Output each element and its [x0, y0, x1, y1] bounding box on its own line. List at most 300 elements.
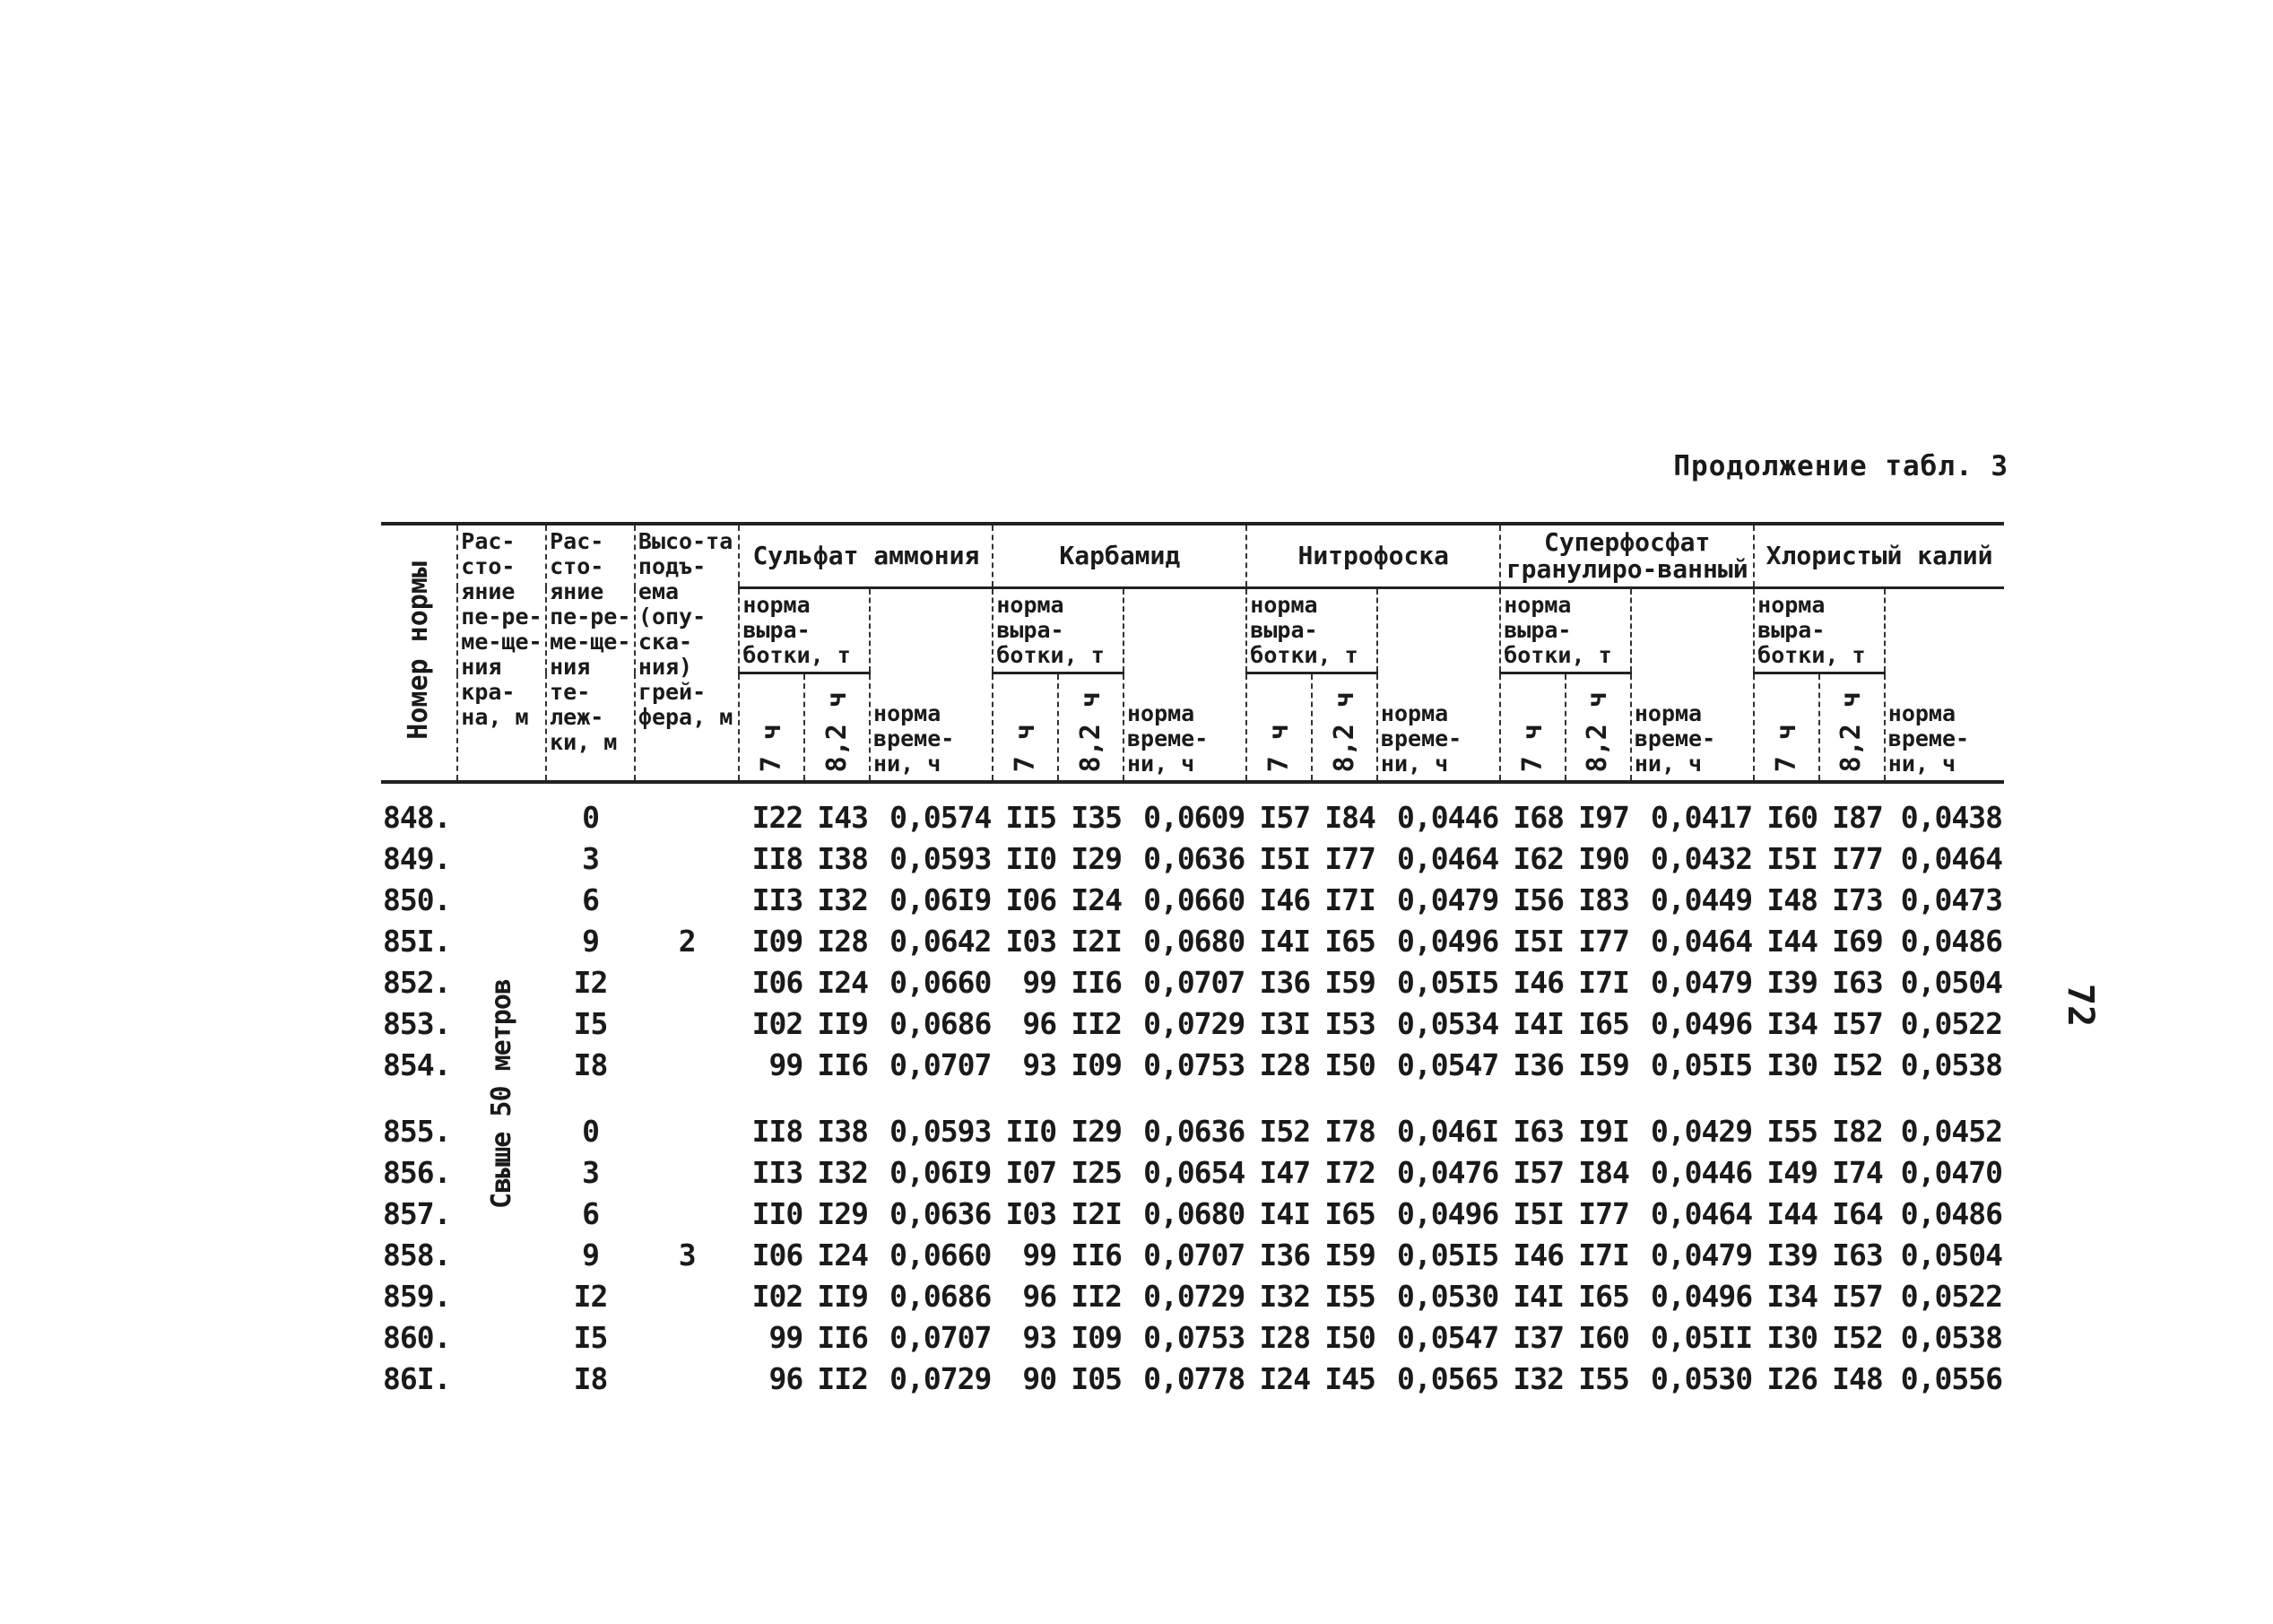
value-cell: 0,0470 — [1900, 1154, 2002, 1190]
value-cell: 0,0464 — [1650, 923, 1753, 959]
value-cell: 0,06I9 — [889, 881, 992, 917]
lift-height — [635, 1110, 740, 1151]
sub-norma-vyr: норма выра-ботки, т — [739, 588, 870, 673]
value-cell: II6 — [1071, 1237, 1122, 1272]
value-cell: 0,0654 — [1143, 1154, 1245, 1190]
value-cell: I77 — [1578, 923, 1629, 959]
value-cell: I29 — [1071, 840, 1122, 876]
value-cell: II0 — [751, 1195, 803, 1231]
value-cell: 0,0417 — [1650, 799, 1753, 835]
value-cell: I53 — [1324, 1005, 1375, 1041]
table-row — [381, 1193, 2004, 1234]
value-cell: I39 — [1766, 964, 1818, 1000]
value-cell: I02 — [751, 1005, 803, 1041]
header-height: Высо-та подъ-ема (опу-ска-ния) грей-фера, м — [635, 524, 740, 782]
value-cell: I46 — [1513, 964, 1565, 1000]
value-cell: I30 — [1766, 1046, 1818, 1082]
table-row — [381, 879, 2004, 920]
row-number: 850. — [383, 881, 451, 917]
value-cell: 0,0636 — [1143, 840, 1245, 876]
trolley-distance: 3 — [582, 1154, 599, 1190]
row-number: 856. — [383, 1154, 451, 1190]
value-cell: I57 — [1832, 1005, 1883, 1041]
header-distance-crane: Рас-сто-яние пе-ре-ме-ще-ния кра-на, м — [457, 524, 546, 782]
value-cell: II9 — [817, 1005, 869, 1041]
value-cell: I46 — [1513, 1237, 1565, 1272]
value-cell: 0,0636 — [889, 1195, 992, 1231]
value-cell: I68 — [1513, 799, 1565, 835]
sub-norma-vrem: норма време-ни, ч — [1885, 588, 2004, 783]
value-cell: I64 — [1832, 1195, 1883, 1231]
value-cell: 0,0496 — [1650, 1005, 1753, 1041]
value-cell: II8 — [751, 1113, 803, 1149]
value-cell: I77 — [1578, 1195, 1629, 1231]
value-cell: II2 — [1071, 1005, 1122, 1041]
value-cell: I7I — [1324, 881, 1375, 917]
trolley-distance: I2 — [573, 1278, 608, 1314]
value-cell: 0,0449 — [1650, 881, 1753, 917]
value-cell: I69 — [1832, 923, 1883, 959]
value-cell: I29 — [817, 1195, 869, 1231]
value-cell: 96 — [1022, 1278, 1057, 1314]
sub-norma-vyr: норма выра-ботки, т — [1754, 588, 1885, 673]
value-cell: I38 — [817, 1113, 869, 1149]
value-cell: 0,0707 — [889, 1046, 992, 1082]
value-cell: I50 — [1324, 1046, 1375, 1082]
value-cell: II3 — [751, 1154, 803, 1190]
value-cell: 0,0479 — [1650, 964, 1753, 1000]
value-cell: I62 — [1513, 840, 1565, 876]
value-cell: 0,0680 — [1143, 1195, 1245, 1231]
value-cell: 90 — [1022, 1360, 1057, 1396]
value-cell: I09 — [751, 923, 803, 959]
value-cell: I4I — [1259, 1195, 1311, 1231]
row-number: 86I. — [383, 1360, 451, 1396]
value-cell: 0,0522 — [1900, 1278, 2002, 1314]
value-cell: 0,0538 — [1900, 1046, 2002, 1082]
value-cell: I24 — [1071, 881, 1122, 917]
value-cell: I4I — [1259, 923, 1311, 959]
value-cell: 0,0660 — [889, 1237, 992, 1272]
value-cell: 99 — [768, 1319, 803, 1355]
value-cell: I5I — [1259, 840, 1311, 876]
value-cell: I56 — [1513, 881, 1565, 917]
value-cell: I34 — [1766, 1005, 1818, 1041]
value-cell: 0,0530 — [1397, 1278, 1499, 1314]
lift-height — [635, 1003, 740, 1044]
header-distance-trolley: Рас-сто-яние пе-ре-ме-ще-ния те-леж-ки, м — [546, 524, 635, 782]
value-cell: I2I — [1071, 1195, 1122, 1231]
sub-norma-vyr: норма выра-ботки, т — [1246, 588, 1377, 673]
lift-height: 3 — [678, 1237, 696, 1272]
value-cell: I32 — [1513, 1360, 1565, 1396]
group-spacer — [381, 1085, 2004, 1110]
value-cell: I36 — [1259, 964, 1311, 1000]
value-cell: I83 — [1578, 881, 1629, 917]
value-cell: 0,0707 — [1143, 1237, 1245, 1272]
value-cell: 0,0504 — [1900, 964, 2002, 1000]
value-cell: I22 — [751, 799, 803, 835]
value-cell: II0 — [1005, 1113, 1057, 1149]
value-cell: I60 — [1578, 1319, 1629, 1355]
value-cell: I63 — [1832, 1237, 1883, 1272]
lift-height — [635, 1151, 740, 1193]
value-cell: 0,0547 — [1397, 1046, 1499, 1082]
value-cell: 0,0464 — [1650, 1195, 1753, 1231]
value-cell: I39 — [1766, 1237, 1818, 1272]
value-cell: 0,0729 — [1143, 1278, 1245, 1314]
value-cell: I09 — [1071, 1046, 1122, 1082]
value-cell: I05 — [1071, 1360, 1122, 1396]
value-cell: 0,0547 — [1397, 1319, 1499, 1355]
hours-7: 7 ч — [1754, 673, 1819, 783]
table-header — [381, 524, 2004, 782]
value-cell: II6 — [817, 1046, 869, 1082]
value-cell: I65 — [1324, 1195, 1375, 1231]
value-cell: I28 — [1259, 1046, 1311, 1082]
value-cell: 0,0609 — [1143, 799, 1245, 835]
table-row — [381, 1275, 2004, 1316]
trolley-distance: I5 — [573, 1319, 608, 1355]
value-cell: 0,06I9 — [889, 1154, 992, 1190]
value-cell: 0,0530 — [1650, 1360, 1753, 1396]
trolley-distance: I5 — [573, 1005, 608, 1041]
value-cell: 99 — [1022, 1237, 1057, 1272]
value-cell: I25 — [1071, 1154, 1122, 1190]
value-cell: 0,0446 — [1397, 799, 1499, 835]
value-cell: I07 — [1005, 1154, 1057, 1190]
trolley-distance: I8 — [573, 1360, 608, 1396]
table-body — [381, 782, 2004, 1399]
value-cell: I5I — [1513, 923, 1565, 959]
value-cell: 0,0642 — [889, 923, 992, 959]
value-cell: I34 — [1766, 1278, 1818, 1314]
value-cell: 99 — [768, 1046, 803, 1082]
value-cell: II6 — [817, 1319, 869, 1355]
value-cell: I2I — [1071, 923, 1122, 959]
value-cell: 0,0496 — [1397, 1195, 1499, 1231]
row-number: 848. — [383, 799, 451, 835]
value-cell: II8 — [751, 840, 803, 876]
value-cell: I24 — [817, 964, 869, 1000]
value-cell: 0,0660 — [889, 964, 992, 1000]
value-cell: I3I — [1259, 1005, 1311, 1041]
trolley-distance: 0 — [582, 799, 599, 835]
value-cell: I52 — [1832, 1046, 1883, 1082]
value-cell: I52 — [1832, 1319, 1883, 1355]
trolley-distance: 9 — [582, 1237, 599, 1272]
hours-8-2: 8,2 ч — [1312, 673, 1377, 783]
sub-norma-vrem: норма време-ни, ч — [870, 588, 993, 783]
value-cell: 0,0496 — [1397, 923, 1499, 959]
value-cell: 96 — [1022, 1005, 1057, 1041]
value-cell: 0,0479 — [1397, 881, 1499, 917]
hours-7: 7 ч — [993, 673, 1058, 783]
value-cell: I78 — [1324, 1113, 1375, 1149]
lift-height: 2 — [678, 923, 696, 959]
sub-norma-vyr: норма выра-ботки, т — [1500, 588, 1631, 673]
trolley-distance: 6 — [582, 1195, 599, 1231]
value-cell: I50 — [1324, 1319, 1375, 1355]
value-cell: I48 — [1832, 1360, 1883, 1396]
value-cell: 93 — [1022, 1319, 1057, 1355]
value-cell: 0,0680 — [1143, 923, 1245, 959]
row-number: 857. — [383, 1195, 451, 1231]
value-cell: 0,05II — [1650, 1319, 1753, 1355]
group-potassium-chloride: Хлористый калий — [1754, 524, 2004, 588]
value-cell: I06 — [751, 964, 803, 1000]
value-cell: I43 — [817, 799, 869, 835]
value-cell: I06 — [751, 1237, 803, 1272]
value-cell: 0,0686 — [889, 1005, 992, 1041]
lift-height — [635, 1358, 740, 1399]
trolley-distance: I8 — [573, 1046, 608, 1082]
value-cell: I82 — [1832, 1113, 1883, 1149]
value-cell: I77 — [1832, 840, 1883, 876]
table-row — [381, 1358, 2004, 1399]
value-cell: I65 — [1324, 923, 1375, 959]
hours-7: 7 ч — [739, 673, 804, 783]
value-cell: I29 — [1071, 1113, 1122, 1149]
value-cell: I57 — [1832, 1278, 1883, 1314]
value-cell: II9 — [817, 1278, 869, 1314]
value-cell: I5I — [1766, 840, 1818, 876]
group-superphosphate: Суперфосфат гранулиро-ванный — [1500, 524, 1754, 588]
value-cell: I65 — [1578, 1278, 1629, 1314]
row-number: 860. — [383, 1319, 451, 1355]
value-cell: 0,0574 — [889, 799, 992, 835]
value-cell: I57 — [1513, 1154, 1565, 1190]
table-row — [381, 920, 2004, 961]
value-cell: 0,0636 — [1143, 1113, 1245, 1149]
value-cell: II6 — [1071, 964, 1122, 1000]
hours-8-2: 8,2 ч — [1058, 673, 1123, 783]
value-cell: 0,0486 — [1900, 923, 2002, 959]
value-cell: II2 — [817, 1360, 869, 1396]
value-cell: 0,05I5 — [1650, 1046, 1753, 1082]
value-cell: 0,0479 — [1650, 1237, 1753, 1272]
value-cell: I5I — [1513, 1195, 1565, 1231]
header-nomer: Номер нормы — [381, 524, 457, 782]
sub-norma-vyr: норма выра-ботки, т — [993, 588, 1123, 673]
value-cell: 0,0534 — [1397, 1005, 1499, 1041]
value-cell: I7I — [1578, 1237, 1629, 1272]
page-number: 72 — [2060, 983, 2102, 1028]
lift-height — [635, 1193, 740, 1234]
value-cell: 0,046I — [1397, 1113, 1499, 1149]
value-cell: I32 — [817, 1154, 869, 1190]
row-number: 85I. — [383, 923, 451, 959]
value-cell: I59 — [1578, 1046, 1629, 1082]
merged-distance-label: Свыше 50 метров — [486, 979, 518, 1209]
value-cell: I90 — [1578, 840, 1629, 876]
value-cell: I36 — [1513, 1046, 1565, 1082]
value-cell: 0,0593 — [889, 1113, 992, 1149]
value-cell: 0,05I5 — [1397, 964, 1499, 1000]
value-cell: I09 — [1071, 1319, 1122, 1355]
value-cell: 0,0660 — [1143, 881, 1245, 917]
value-cell: I7I — [1578, 964, 1629, 1000]
row-number: 849. — [383, 840, 451, 876]
value-cell: 0,0473 — [1900, 881, 2002, 917]
value-cell: I9I — [1578, 1113, 1629, 1149]
value-cell: I55 — [1578, 1360, 1629, 1396]
trolley-distance: 6 — [582, 881, 599, 917]
table-row — [381, 1110, 2004, 1151]
value-cell: I84 — [1578, 1154, 1629, 1190]
value-cell: I59 — [1324, 1237, 1375, 1272]
value-cell: 0,0522 — [1900, 1005, 2002, 1041]
value-cell: I65 — [1578, 1005, 1629, 1041]
value-cell: I73 — [1832, 881, 1883, 917]
value-cell: I59 — [1324, 964, 1375, 1000]
trolley-distance: 0 — [582, 1113, 599, 1149]
row-number: 859. — [383, 1278, 451, 1314]
value-cell: I02 — [751, 1278, 803, 1314]
value-cell: I24 — [1259, 1360, 1311, 1396]
value-cell: I60 — [1766, 799, 1818, 835]
hours-8-2: 8,2 ч — [1819, 673, 1885, 783]
value-cell: I87 — [1832, 799, 1883, 835]
lift-height — [635, 1275, 740, 1316]
value-cell: I63 — [1832, 964, 1883, 1000]
value-cell: 0,0707 — [889, 1319, 992, 1355]
sub-norma-vrem: норма време-ни, ч — [1123, 588, 1246, 783]
value-cell: I57 — [1259, 799, 1311, 835]
norms-table-container — [381, 522, 2004, 1399]
value-cell: I03 — [1005, 923, 1057, 959]
value-cell: 0,0556 — [1900, 1360, 2002, 1396]
value-cell: 0,0476 — [1397, 1154, 1499, 1190]
value-cell: I28 — [817, 923, 869, 959]
value-cell: 0,0429 — [1650, 1113, 1753, 1149]
value-cell: I49 — [1766, 1154, 1818, 1190]
trolley-distance: I2 — [573, 964, 608, 1000]
continuation-label: Продолжение табл. 3 — [1673, 450, 2008, 482]
lift-height — [635, 1044, 740, 1085]
value-cell: 0,0729 — [1143, 1005, 1245, 1041]
value-cell: 96 — [768, 1360, 803, 1396]
value-cell: I97 — [1578, 799, 1629, 835]
value-cell: I48 — [1766, 881, 1818, 917]
hours-7: 7 ч — [1246, 673, 1312, 783]
group-carbamide: Карбамид — [993, 524, 1246, 588]
value-cell: I06 — [1005, 881, 1057, 917]
value-cell: 0,05I5 — [1397, 1237, 1499, 1272]
value-cell: 0,0593 — [889, 840, 992, 876]
norms-table — [381, 522, 2004, 1399]
value-cell: 99 — [1022, 964, 1057, 1000]
value-cell: 0,0753 — [1143, 1319, 1245, 1355]
row-number: 858. — [383, 1237, 451, 1272]
value-cell: I74 — [1832, 1154, 1883, 1190]
value-cell: 0,0452 — [1900, 1113, 2002, 1149]
lift-height — [635, 1316, 740, 1358]
value-cell: I45 — [1324, 1360, 1375, 1396]
value-cell: 0,0686 — [889, 1278, 992, 1314]
value-cell: 0,0496 — [1650, 1278, 1753, 1314]
value-cell: II2 — [1071, 1278, 1122, 1314]
value-cell: I47 — [1259, 1154, 1311, 1190]
table-row — [381, 838, 2004, 879]
value-cell: 0,0446 — [1650, 1154, 1753, 1190]
value-cell: I55 — [1766, 1113, 1818, 1149]
sub-norma-vrem: норма време-ни, ч — [1631, 588, 1754, 783]
value-cell: I77 — [1324, 840, 1375, 876]
table-row — [381, 1044, 2004, 1085]
table-row — [381, 1003, 2004, 1044]
lift-height — [635, 782, 740, 838]
value-cell: I52 — [1259, 1113, 1311, 1149]
value-cell: II3 — [751, 881, 803, 917]
table-row — [381, 1151, 2004, 1193]
value-cell: 0,0753 — [1143, 1046, 1245, 1082]
value-cell: I26 — [1766, 1360, 1818, 1396]
value-cell: I44 — [1766, 1195, 1818, 1231]
row-number: 855. — [383, 1113, 451, 1149]
trolley-distance: 3 — [582, 840, 599, 876]
row-number: 854. — [383, 1046, 451, 1082]
value-cell: I36 — [1259, 1237, 1311, 1272]
value-cell: I32 — [817, 881, 869, 917]
value-cell: I32 — [1259, 1278, 1311, 1314]
value-cell: II0 — [1005, 840, 1057, 876]
value-cell: 0,0538 — [1900, 1319, 2002, 1355]
value-cell: I72 — [1324, 1154, 1375, 1190]
value-cell: 0,0486 — [1900, 1195, 2002, 1231]
lift-height — [635, 838, 740, 879]
value-cell: I35 — [1071, 799, 1122, 835]
hours-7: 7 ч — [1500, 673, 1566, 783]
value-cell: 0,0565 — [1397, 1360, 1499, 1396]
value-cell: 0,0729 — [889, 1360, 992, 1396]
group-sulfate: Сульфат аммония — [739, 524, 993, 588]
value-cell: I46 — [1259, 881, 1311, 917]
hours-8-2: 8,2 ч — [1566, 673, 1631, 783]
value-cell: I38 — [817, 840, 869, 876]
lift-height — [635, 961, 740, 1003]
value-cell: 0,0438 — [1900, 799, 2002, 835]
row-number: 853. — [383, 1005, 451, 1041]
value-cell: I44 — [1766, 923, 1818, 959]
value-cell: I4I — [1513, 1005, 1565, 1041]
row-number: 852. — [383, 964, 451, 1000]
value-cell: I84 — [1324, 799, 1375, 835]
value-cell: I03 — [1005, 1195, 1057, 1231]
value-cell: 0,0464 — [1397, 840, 1499, 876]
value-cell: 93 — [1022, 1046, 1057, 1082]
value-cell: 0,0432 — [1650, 840, 1753, 876]
value-cell: 0,0707 — [1143, 964, 1245, 1000]
value-cell: I55 — [1324, 1278, 1375, 1314]
group-nitrophoska: Нитрофоска — [1246, 524, 1500, 588]
value-cell: I24 — [817, 1237, 869, 1272]
value-cell: I28 — [1259, 1319, 1311, 1355]
value-cell: 0,0778 — [1143, 1360, 1245, 1396]
sub-norma-vrem: норма време-ни, ч — [1377, 588, 1500, 783]
value-cell: 0,0464 — [1900, 840, 2002, 876]
value-cell: I37 — [1513, 1319, 1565, 1355]
table-row — [381, 1316, 2004, 1358]
hours-8-2: 8,2 ч — [804, 673, 870, 783]
value-cell: I63 — [1513, 1113, 1565, 1149]
table-row — [381, 1234, 2004, 1275]
value-cell: I4I — [1513, 1278, 1565, 1314]
value-cell: I30 — [1766, 1319, 1818, 1355]
table-row — [381, 961, 2004, 1003]
lift-height — [635, 879, 740, 920]
value-cell: 0,0504 — [1900, 1237, 2002, 1272]
